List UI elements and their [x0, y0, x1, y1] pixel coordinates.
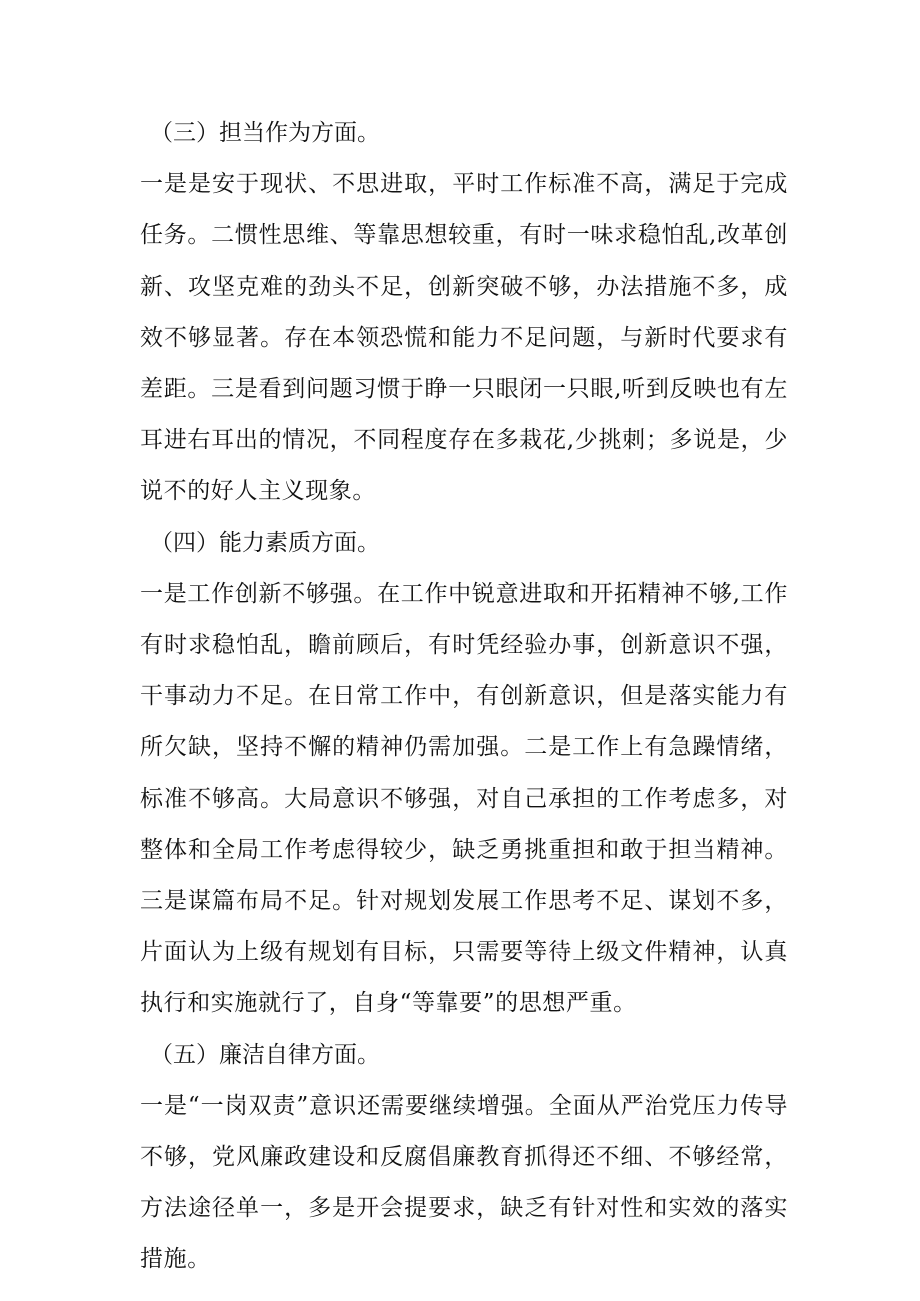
section-heading-4: （四）能力素质方面。 — [150, 529, 380, 556]
document-body — [140, 108, 788, 1286]
section-heading-3: （三）担当作为方面。 — [150, 120, 380, 146]
section-paragraph-3: 一是是安于现状、不思进取，平时工作标准不高，满足于完成任务。二惯性思维、等靠思想较重，有时一味求稳怕乱,改革创新、攻坚克难的劲头不足，创新突破不够，办法措施不多，成效不够显著。存在本领恐慌和能力不足问题，与新时代要求有差距。三是看到问题习惯于睁一只眼闭一只眼,听到反映也有左耳进右耳出的情况，不同程度存在多栽花,少挑刺；多说是，少说不的好人主义现象。 — [140, 171, 788, 505]
section-heading-5: （五）廉洁自律方面。 — [150, 1041, 380, 1068]
section-paragraph-5: 一是“一岗双责”意识还需要继续增强。全面从严治党压力传导不够，党风廉政建设和反腐倡廉教育抓得还不细、不够经常，方法途径单一，多是开会提要求，缺乏有针对性和实效的落实措施。 — [140, 1092, 788, 1273]
section-paragraph-4: 一是工作创新不够强。在工作中锐意进取和开拓精神不够,工作有时求稳怕乱，瞻前顾后，有时凭经验办事，创新意识不强，干事动力不足。在日常工作中，有创新意识，但是落实能力有所欠缺，坚持不懈的精神仍需加强。二是工作上有急躁情绪，标准不够高。大局意识不够强，对自己承担的工作考虑多，对整体和全局工作考虑得较少，缺乏勇挑重担和敢于担当精神。三是谋篇布局不足。针对规划发展工作思考不足、谋划不多，片面认为上级有规划有目标，只需要等待上级文件精神，认真执行和实施就行了，自身“等靠要”的思想严重。 — [140, 580, 788, 1017]
